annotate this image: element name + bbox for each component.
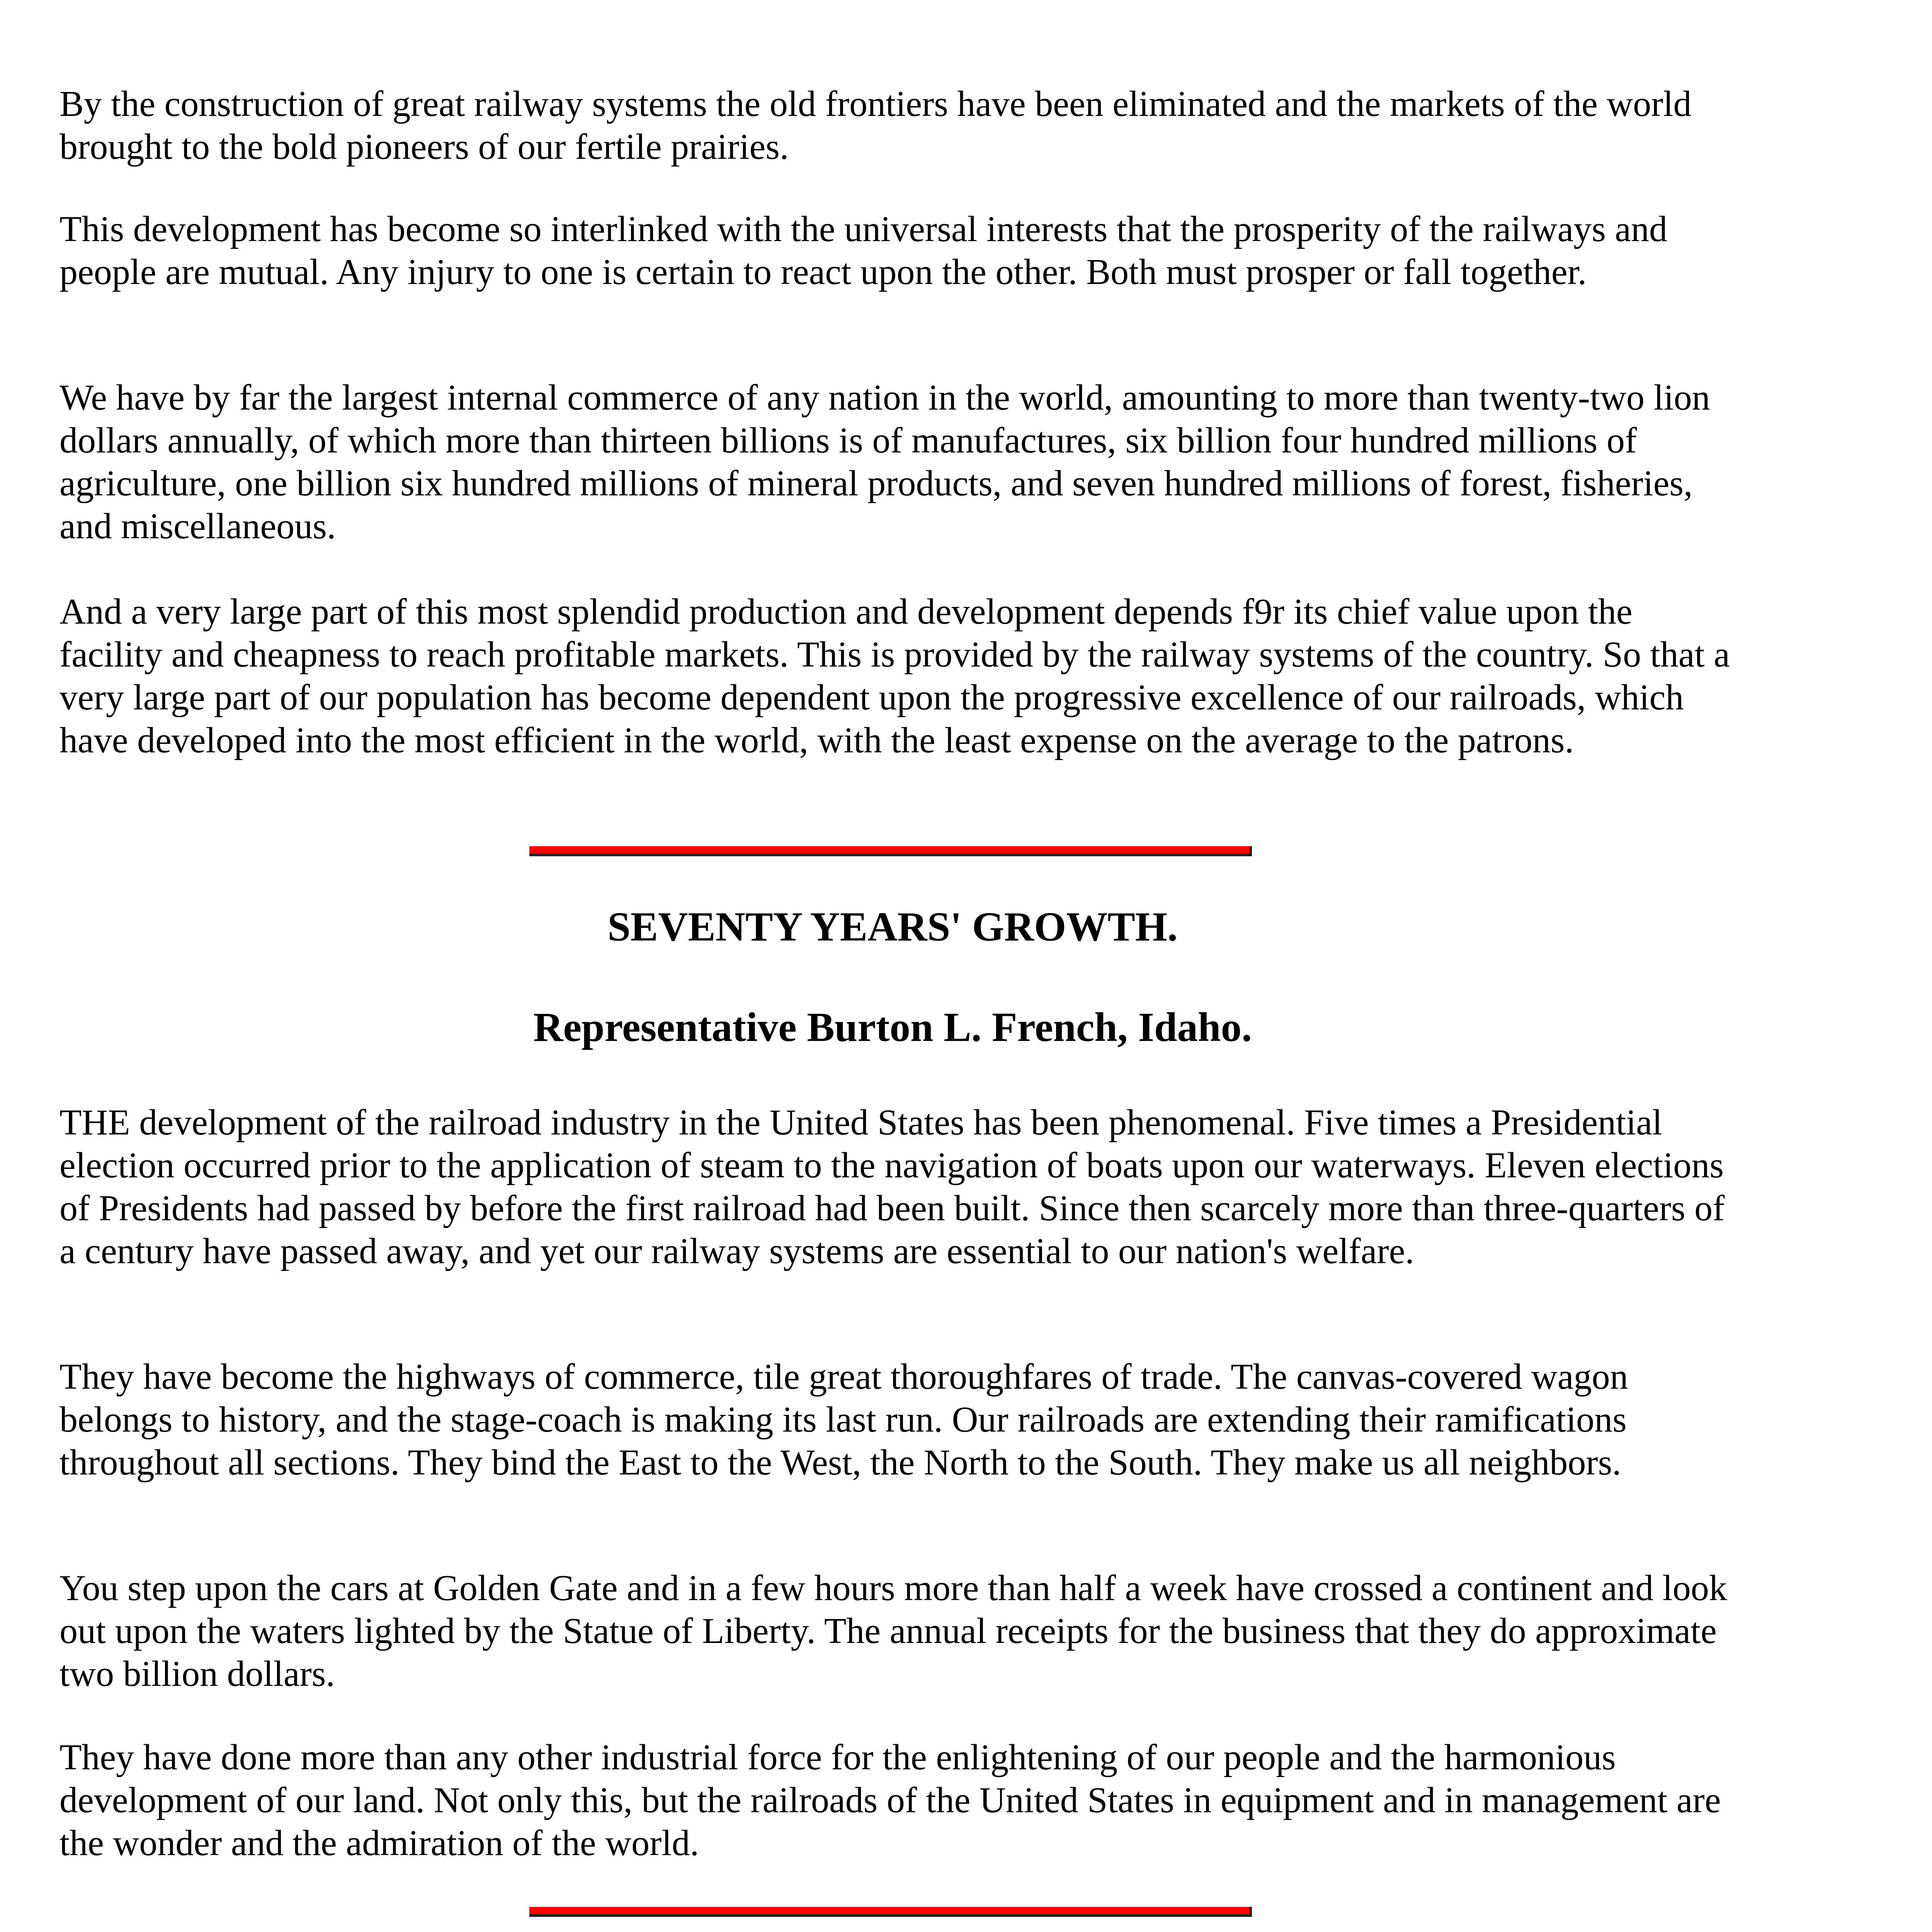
section-byline-french: Representative Burton L. French, Idaho. <box>533 1005 1252 1050</box>
paragraph-railway-frontiers: By the construction of great railway systems the old frontiers have been eliminated and the markets of the world brought to the bold pioneers of our fertile prairies. <box>60 84 1692 167</box>
paragraph-production-development: And a very large part of this most splendid production and development depends f9r its chief value upon the facility and cheapness to reach profitable markets. This is provided by the railway systems of the country. So that a very large part of our population has become dependent upon the progressive excellence of our railroads, which have developed into the most efficient in the world, with the least expense on the average to the patrons. <box>60 592 1730 760</box>
section-title-seventy-years: SEVENTY YEARS' GROWTH. <box>607 904 1178 950</box>
section-divider-rule <box>529 1907 1252 1917</box>
paragraph-internal-commerce: We have by far the largest internal commerce of any nation in the world, amounting to more than twenty-two lion dollars annually, of which more than thirteen billions is of manufactures, six billion four hundred millions of agriculture, one billion six hundred millions of mineral products, and seven hundred millions of forest, fisheries, and miscellaneous. <box>60 378 1710 546</box>
paragraph-railroad-development: THE development of the railroad industry in the United States has been phenomenal. Five times a Presidential election occurred prior to the application of steam to the navigation of boats upon our waterways. Eleven elections of Presidents had passed by before the first railroad had been built. Since then scarcely more than three-quarters of a century have passed away, and yet our railway systems are essential to our nation's welfare. <box>60 1102 1725 1271</box>
section-divider-rule <box>529 846 1252 856</box>
paragraph-interlinked-interests: This development has become so interlinked with the universal interests that the prosperity of the railways and people are mutual. Any injury to one is certain to react upon the other. Both must prosper or fall together. <box>60 209 1668 292</box>
paragraph-highways-of-commerce: They have become the highways of commerce, tile great thoroughfares of trade. The canvas-covered wagon belongs to history, and the stage-coach is making its last run. Our railroads are extending their ramifications throughout all sections. They bind the East to the West, the North to the South. They make us all neighbors. <box>60 1357 1628 1483</box>
paragraph-industrial-force: They have done more than any other industrial force for the enlightening of our people and the harmonious development of our land. Not only this, but the railroads of the United States in equipment and in management are the wonder and the admiration of the world. <box>60 1737 1721 1863</box>
paragraph-golden-gate: You step upon the cars at Golden Gate and in a few hours more than half a week have crossed a continent and look out upon the waters lighted by the Statue of Liberty. The annual receipts for the business that they do approximate two billion dollars. <box>60 1568 1727 1694</box>
